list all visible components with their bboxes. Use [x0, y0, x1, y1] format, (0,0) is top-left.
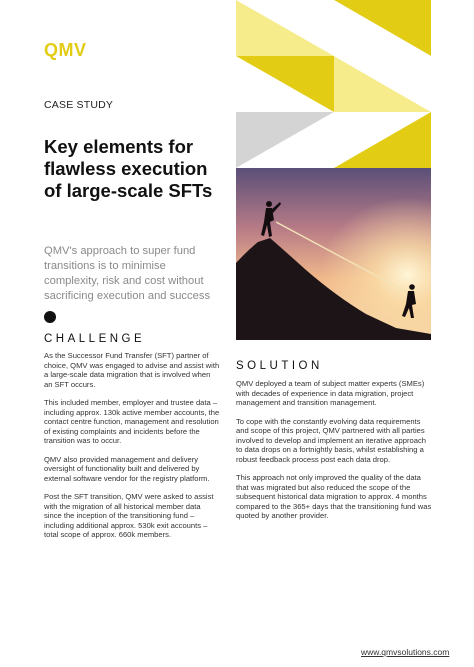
- solution-heading: SOLUTION: [236, 360, 323, 372]
- solution-paragraph: QMV deployed a team of subject matter experts (SMEs) with decades of experience in data migration, project management and transition management.: [236, 379, 425, 407]
- triangle-shape: [236, 0, 334, 56]
- climbers-photo: [236, 168, 431, 340]
- challenge-paragraph: This included member, employer and trustee data – including approx. 130k active member accounts, the contact centre function, management and resolution of existing complaints and incidents before the transition was to occur.: [44, 398, 220, 445]
- challenge-paragraph: As the Successor Fund Transfer (SFT) partner of choice, QMV was engaged to advise and assist with a large-scale data migration that is involved when an SFT occurs.: [44, 351, 220, 389]
- triangle-shape: [236, 56, 334, 112]
- solution-paragraph: This approach not only improved the quality of the data that was migrated but also reduced the scope of the subsequent historical data migration to approx. 4 months compared to the 365+ days that the transitioning fund was quoted by another provider.: [236, 473, 432, 520]
- solution-body: [236, 379, 432, 530]
- solution-paragraph: To cope with the constantly evolving data requirements and scope of this project, QMV partnered with all parties involved to develop and implement an iterative approach to data drops on a fortnightly basis, whilst establishing a robust feedback process post each data drop.: [236, 416, 426, 464]
- challenge-heading: CHALLENGE: [44, 333, 146, 345]
- challenge-paragraph: Post the SFT transition, QMV were asked to assist with the migration of all historical member data since the inception of the transitioning fund – including additional approx. 530k exit accounts – total scope of approx. 660k members.: [44, 492, 214, 539]
- page-title: Key elements for flawless execution of large-scale SFTs: [44, 136, 213, 201]
- challenge-body: [44, 351, 220, 549]
- bullet-dot: [44, 311, 56, 323]
- website-link[interactable]: www.qmvsolutions.com: [361, 647, 450, 657]
- qmv-logo: QMV: [44, 40, 87, 60]
- geometric-triangle-pattern: [236, 0, 431, 168]
- intro-text: QMV's approach to super fund transitions is to minimise complexity, risk and cost without sacrificing execution and success: [44, 245, 211, 302]
- triangle-shape: [334, 112, 431, 168]
- challenge-paragraph: QMV also provided management and delivery oversight of functionality built and delivered by external software vendor for the registry platform.: [44, 454, 210, 483]
- document-type-label: CASE STUDY: [44, 99, 114, 111]
